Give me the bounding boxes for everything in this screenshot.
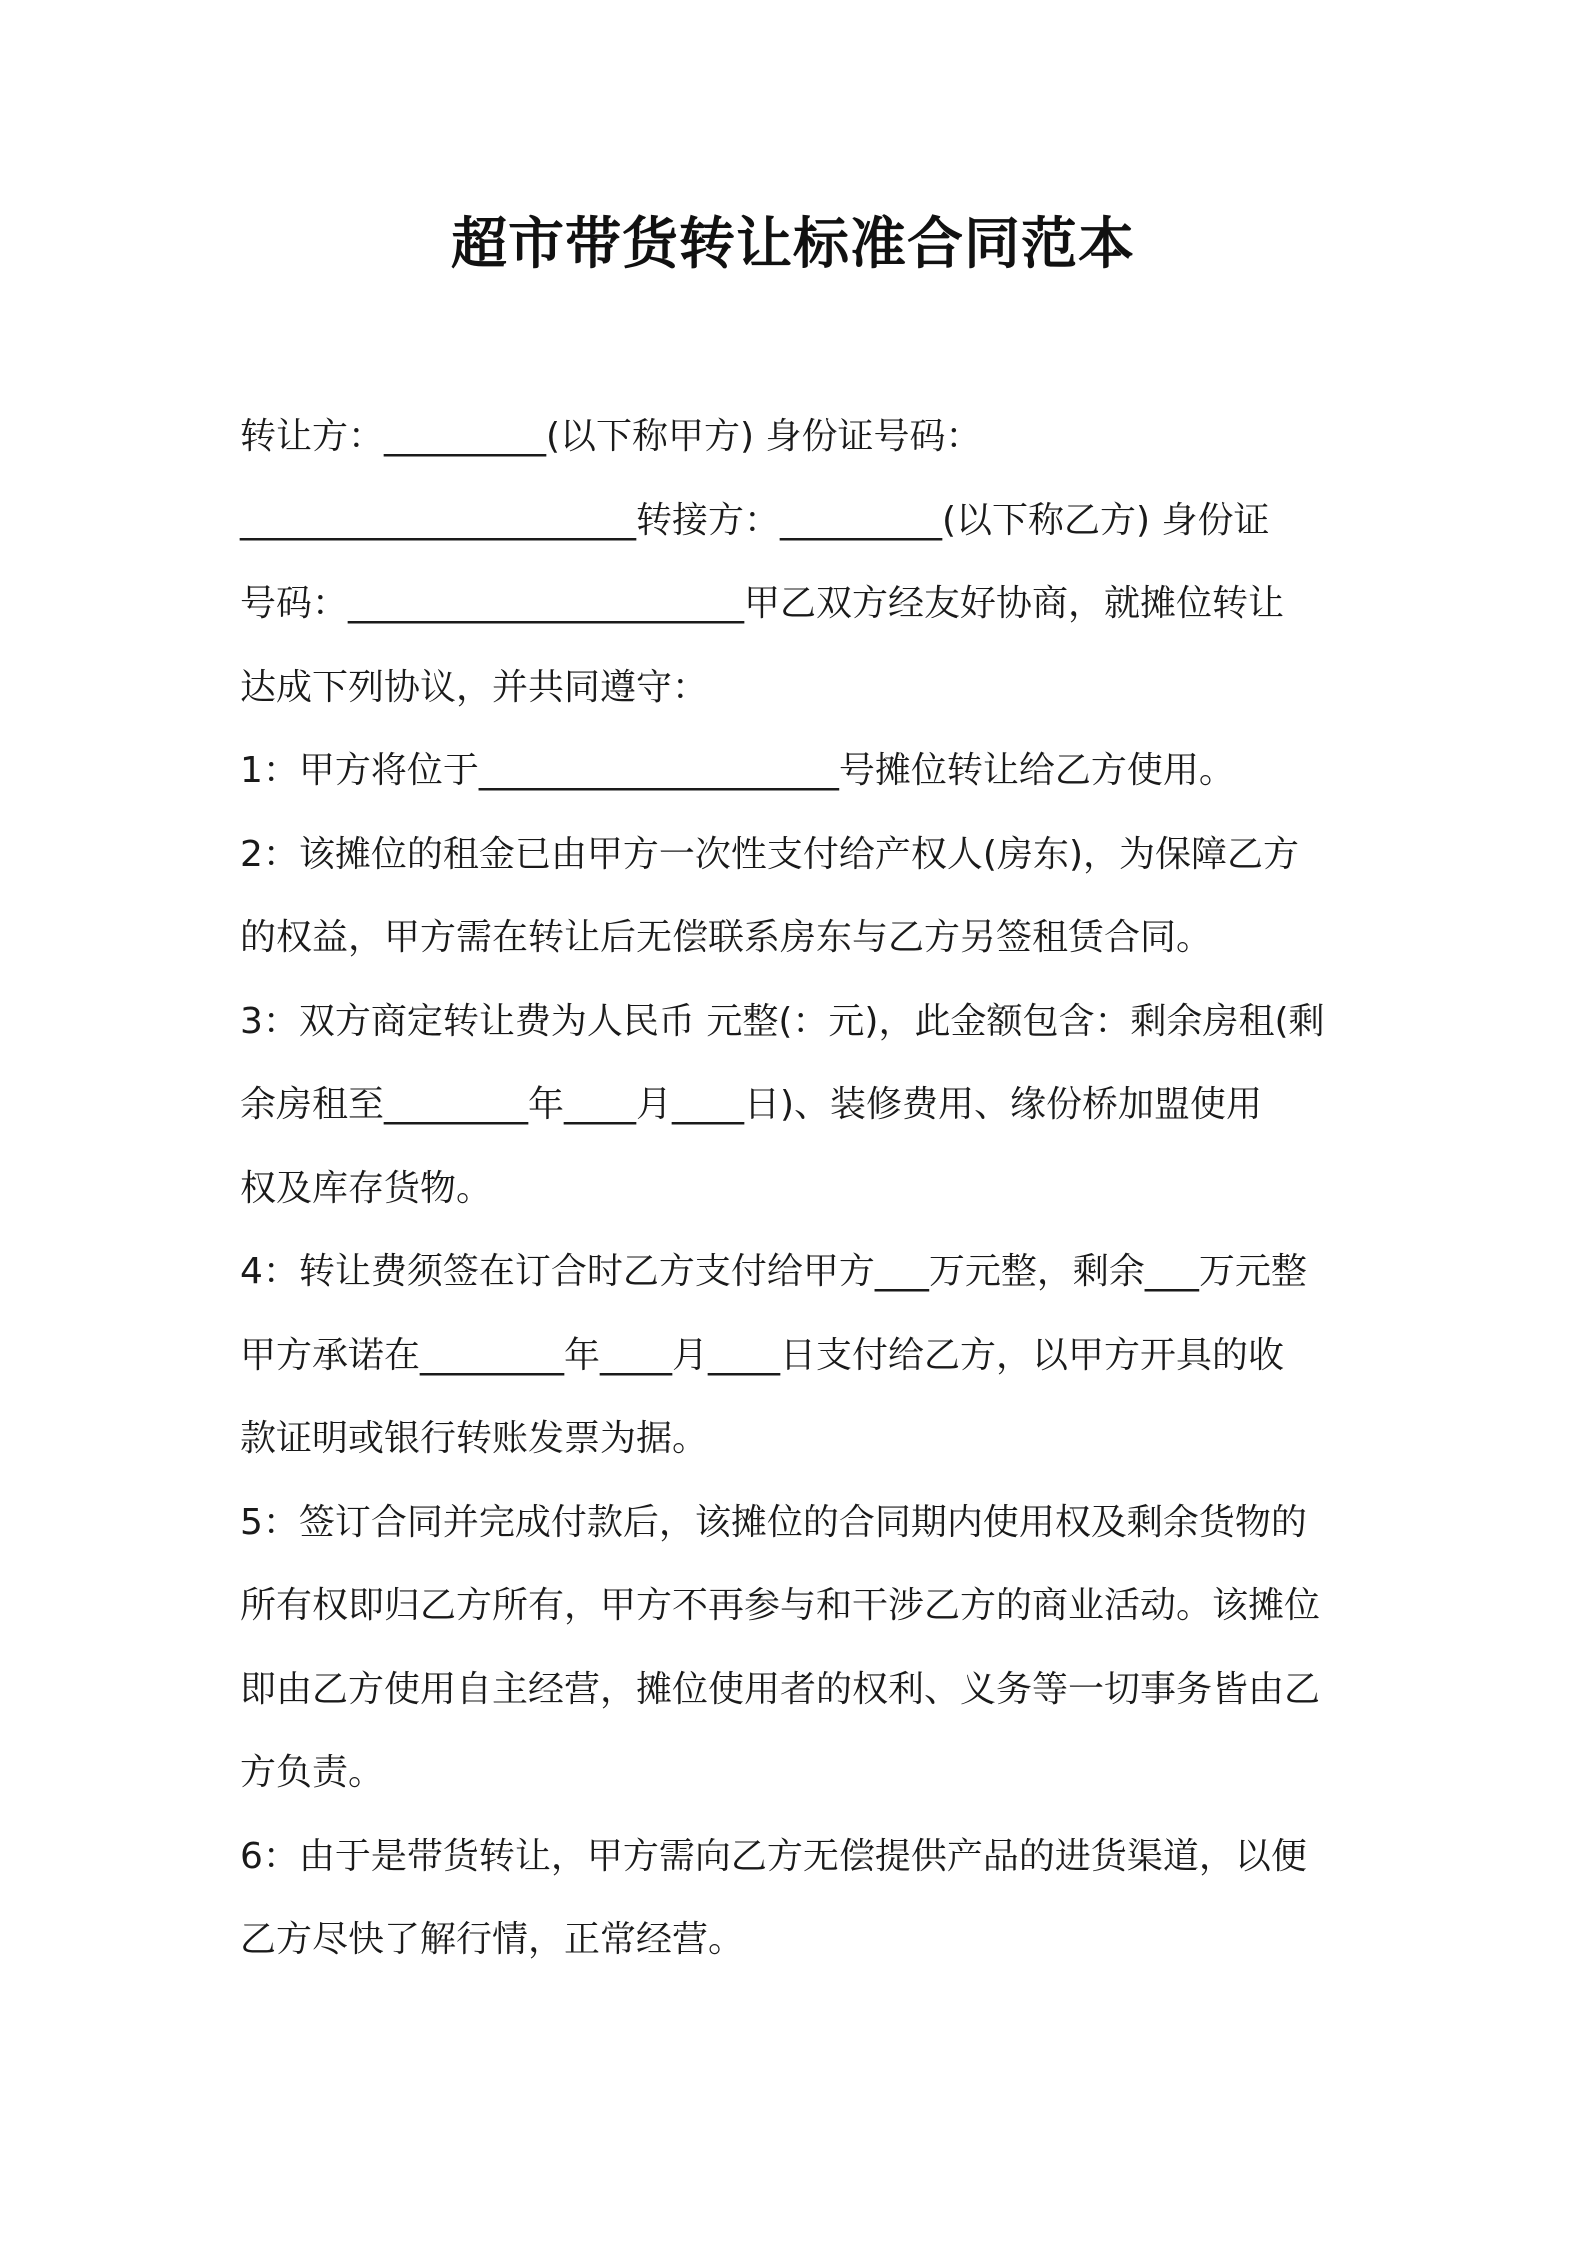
body-line: 达成下列协议，并共同遵守： xyxy=(240,666,709,708)
clause-2-line: 的权益，甲方需在转让后无偿联系房东与乙方另签租赁合同。 xyxy=(240,917,1213,958)
body-line: 转让方：_________(以下称甲方) 身份证号码： xyxy=(240,416,982,457)
clause-1-line: 1：甲方将位于____________________号摊位转让给乙方使用。 xyxy=(240,750,1235,791)
clause-5-line: 所有权即归乙方所有，甲方不再参与和干涉乙方的商业活动。该摊位 xyxy=(240,1585,1321,1626)
clause-5-line: 方负责。 xyxy=(240,1752,385,1793)
document-body xyxy=(240,395,1360,1982)
clause-5-line: 即由乙方使用自主经营，摊位使用者的权利、义务等一切事务皆由乙 xyxy=(240,1668,1321,1710)
body-line: ______________________转接方：_________(以下称乙方) 身份证 xyxy=(240,499,1270,541)
document-title: 超市带货转让标准合同范本 xyxy=(451,212,1135,277)
body-line: 号码：______________________甲乙双方经友好协商，就摊位转让 xyxy=(240,583,1285,624)
clause-4-line: 款证明或银行转账发票为据。 xyxy=(240,1418,709,1459)
clause-3-line: 3：双方商定转让费为人民币 元整(：元)，此金额包含：剩余房租(剩 xyxy=(240,1000,1325,1042)
clause-6-line: 6：由于是带货转让，甲方需向乙方无偿提供产品的进货渠道，以便 xyxy=(240,1835,1307,1877)
clause-2-line: 2：该摊位的租金已由甲方一次性支付给产权人(房东)，为保障乙方 xyxy=(240,833,1299,875)
clause-3-line: 余房租至________年____月____日)、装修费用、缘份桥加盟使用 xyxy=(240,1084,1263,1125)
clause-6-line: 乙方尽快了解行情，正常经营。 xyxy=(240,1919,745,1960)
clause-5-line: 5：签订合同并完成付款后，该摊位的合同期内使用权及剩余货物的 xyxy=(240,1501,1307,1543)
clause-4-line: 4：转让费须签在订合时乙方支付给甲方___万元整，剩余___万元整 xyxy=(240,1251,1307,1292)
clause-3-line: 权及库存货物。 xyxy=(240,1167,493,1209)
clause-4-line: 甲方承诺在________年____月____日支付给乙方，以甲方开具的收 xyxy=(240,1334,1285,1376)
